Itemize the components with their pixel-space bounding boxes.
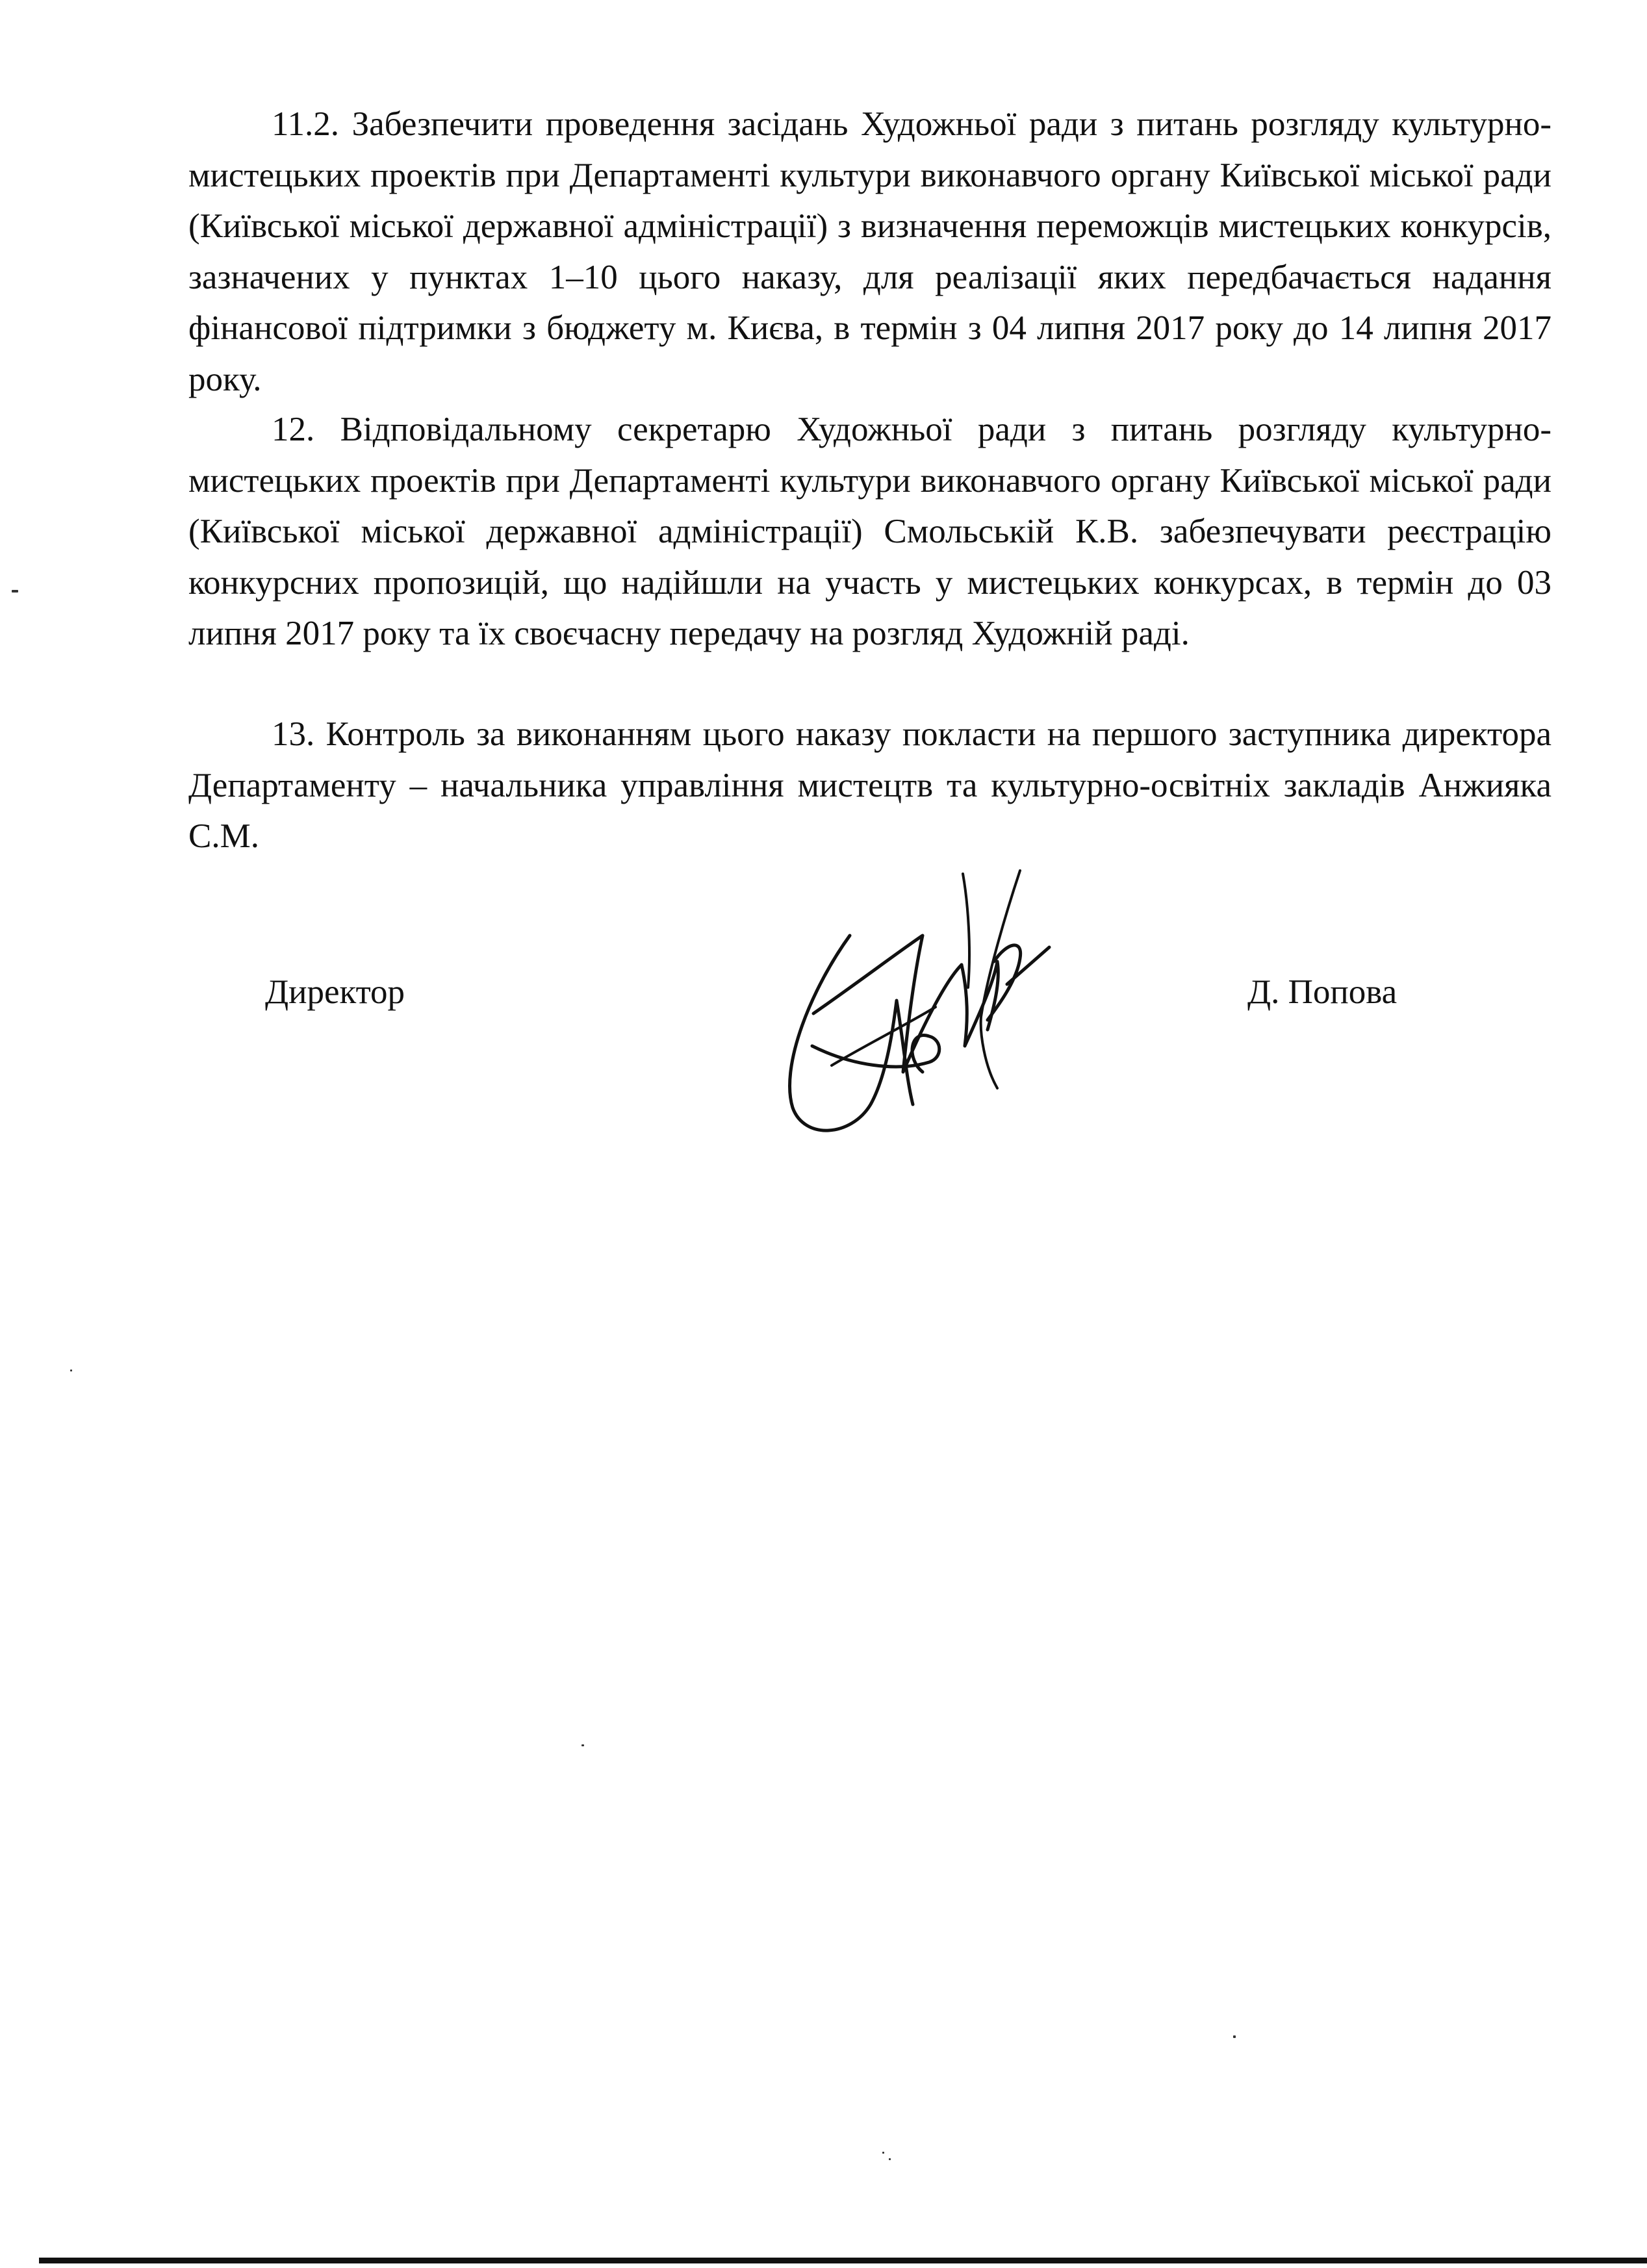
signatory-title: Директор: [265, 973, 405, 1011]
scan-speck: [581, 1744, 584, 1746]
scan-speck: [889, 2158, 891, 2160]
scan-bottom-edge: [39, 2258, 1647, 2263]
paragraph-12: 12. Відповідальному секретарю Художньої ради з питань розгляду культурно-мистецьких проектів при Департаменті культури виконавчого органу Київської міської ради (Київської міської державної адміністрації) Смольській К.В. забезпечувати реєстрацію конкурсних пропозицій, що надійшли на участь у мистецьких конкурсах, в термін до 03 липня 2017 року та їх своєчасну передачу на розгляд Художній раді.: [188, 411, 1551, 652]
scan-speck: [70, 1370, 72, 1371]
signatory-name: Д. Попова: [1247, 973, 1398, 1011]
scan-speck: [882, 2152, 884, 2154]
handwritten-signature: [773, 851, 1053, 1137]
scan-speck: [12, 590, 18, 592]
paragraph-13: 13. Контроль за виконанням цього наказу покласти на першого заступника директора Департаменту – начальника управління мистецтв та культурно-освітніх закладів Анжияка С.М.: [188, 715, 1551, 855]
paragraph-11-2: 11.2. Забезпечити проведення засідань Художньої ради з питань розгляду культурно-мистецьких проектів при Департаменті культури виконавчого органу Київської міської ради (Київської міської державної адміністрації) з визначення переможців мистецьких конкурсів, зазначених у пунктах 1–10 цього наказу, для реалізації яких передбачається надання фінансової підтримки з бюджету м. Києва, в термін з 04 липня 2017 року до 14 липня 2017 року.: [188, 105, 1551, 398]
scan-speck: [1233, 2035, 1236, 2038]
